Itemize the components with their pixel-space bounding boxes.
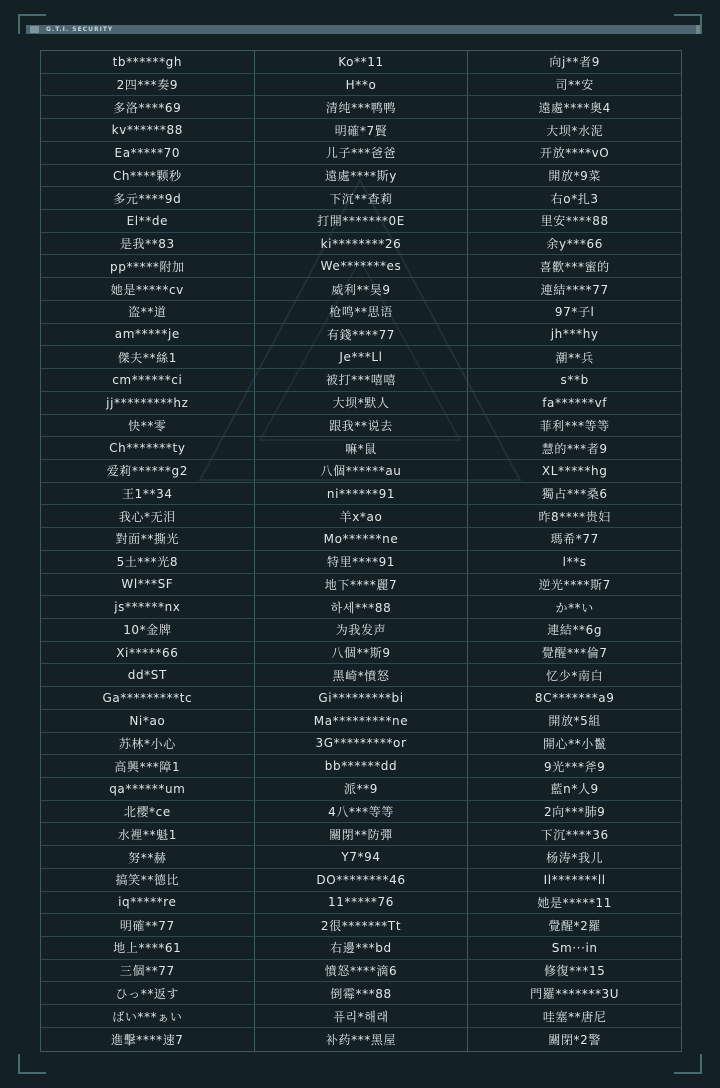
table-row [41,460,681,483]
table-row [41,187,681,210]
table-row [41,301,681,324]
table-cell: 儿子***爸爸 [255,142,469,164]
corner-mark [674,1072,702,1074]
table-row [41,74,681,97]
corner-mark [674,14,702,16]
table-cell: Il*******ll [543,872,606,887]
table-cell: 右邊***bd [255,937,469,959]
table-cell: 跟我**说去 [255,415,469,437]
table-cell: l**s [562,554,587,569]
table-cell: 司**安 [555,78,594,93]
table-row [41,823,681,846]
table-cell: 清纯***鸭鸭 [255,96,469,118]
table-cell: 开放****vO [540,146,610,161]
table-cell: 傑夫**絲1 [41,346,255,368]
table-cell: 被打***嘻嘻 [255,369,469,391]
table-cell: 明確*7賢 [255,119,469,141]
table-row [41,369,681,392]
table-cell: js******nx [41,596,255,618]
table-cell: El**de [41,210,255,232]
table-row [41,869,681,892]
table-cell: Ni*ao [41,710,255,732]
corner-mark [18,14,20,34]
table-cell: Ma*********ne [255,710,469,732]
table-row [41,528,681,551]
table-row [41,415,681,438]
table-cell: 逆光****斯7 [538,577,611,592]
table-cell: 修復***15 [543,964,606,979]
table-cell: 爱莉******g2 [41,460,255,482]
table-cell: Xi*****66 [41,642,255,664]
table-cell: 開心**小鬣 [542,736,607,751]
table-cell: 下沉**查莉 [255,187,469,209]
table-row [41,437,681,460]
table-cell: 嘛*鼠 [255,437,469,459]
table-cell: qa******um [41,778,255,800]
header-end-cap [696,25,700,34]
table-cell: 2四***奏9 [41,74,255,96]
table-cell: 我心*无泪 [41,505,255,527]
table-cell: 瑪希*77 [550,532,599,547]
table-cell: 藍n*人9 [550,782,599,797]
table-cell: 喜歡***蜜的 [539,259,610,274]
table-cell: 八個**斯9 [255,642,469,664]
table-cell: s**b [560,372,589,387]
table-cell: 高興***障1 [41,755,255,777]
table-cell: 盗**道 [41,301,255,323]
table-row [41,778,681,801]
table-row [41,687,681,710]
table-cell: Ga*********tc [41,687,255,709]
table-cell: 忆少*南白 [546,668,604,683]
table-cell: 打開*******0E [255,210,469,232]
table-row [41,51,681,74]
table-row [41,982,681,1005]
table-cell: jh***hy [550,327,599,342]
table-cell: 關閉**防彈 [255,823,469,845]
table-row [41,505,681,528]
table-cell: Ch*******ty [41,437,255,459]
table-row [41,642,681,665]
table-cell: Wl***SF [41,574,255,596]
table-cell: 開放*9菜 [548,168,601,183]
table-cell: Gi*********bi [255,687,469,709]
table-row [41,119,681,142]
header-bar [26,25,698,34]
table-cell: 苏林*小心 [41,733,255,755]
table-cell: 昨8****贵妇 [538,509,611,524]
table-cell: 97*子l [554,305,595,320]
table-row [41,733,681,756]
table-cell: 八個******au [255,460,469,482]
table-cell: 多元****9d [41,187,255,209]
table-row [41,278,681,301]
table-cell: 多洛****69 [41,96,255,118]
table-row [41,483,681,506]
table-cell: 羊x*ao [255,505,469,527]
table-cell: 她是*****cv [41,278,255,300]
table-cell: 右o*扎3 [550,191,599,206]
table-row [41,142,681,165]
table-cell: Y7*94 [255,846,469,868]
table-cell: ばい***ぁい [41,1005,255,1027]
table-cell: DO********46 [255,869,469,891]
table-cell: 慧的***者9 [541,441,608,456]
corner-mark [18,14,46,16]
table-cell: 余y***66 [546,237,603,252]
table-cell: 連結**6g [547,623,603,638]
table-cell: 倒霉***88 [255,982,469,1004]
table-cell: 下沉****36 [540,827,609,842]
table-cell: 特里****91 [255,551,469,573]
table-cell: 向j**者9 [549,55,600,70]
table-cell: 为我发声 [255,619,469,641]
table-cell: cm******ci [41,369,255,391]
table-cell: 5土***光8 [41,551,255,573]
table-cell: We*******es [255,255,469,277]
corner-mark [18,1072,46,1074]
table-cell: 獨占***桑6 [541,487,608,502]
table-cell: 憤怒****滴6 [255,960,469,982]
table-cell: 搞笑**德比 [41,869,255,891]
table-cell: 是我**83 [41,233,255,255]
table-cell: 4八***等等 [255,801,469,823]
table-cell: 派**9 [255,778,469,800]
account-table [40,50,682,1052]
table-cell: 地下****麗7 [255,574,469,596]
table-cell: 努**赫 [41,846,255,868]
table-cell: Ko**11 [255,51,469,73]
table-cell: Je***Ll [255,346,469,368]
table-row [41,801,681,824]
table-cell: 有錢****77 [255,324,469,346]
table-cell: 覺醒***倫7 [541,646,608,661]
table-cell: ひっ**返す [41,982,255,1004]
table-cell: か**い [555,600,594,615]
table-cell: dd*ST [41,664,255,686]
table-cell: 開放*5組 [548,714,601,729]
table-row [41,1028,681,1051]
table-cell: kv******88 [41,119,255,141]
corner-mark [700,14,702,34]
table-cell: 水裡**魁1 [41,823,255,845]
table-row [41,937,681,960]
table-row [41,960,681,983]
table-row [41,619,681,642]
table-row [41,324,681,347]
table-cell: 威利**昊9 [255,278,469,300]
table-cell: 퓨리*해래 [255,1005,469,1027]
table-cell: 三個**77 [41,960,255,982]
table-cell: 北樱*ce [41,801,255,823]
table-cell: Sm···in [551,940,598,955]
table-cell: H**o [255,74,469,96]
table-row [41,255,681,278]
table-row [41,1005,681,1028]
table-cell: 里安****88 [540,214,609,229]
table-cell: Mo******ne [255,528,469,550]
table-row [41,96,681,119]
table-cell: 潮**兵 [555,350,594,365]
table-cell: 遠處****奥4 [538,100,611,115]
table-row [41,664,681,687]
table-cell: iq*****re [41,892,255,914]
table-row [41,551,681,574]
table-cell: 門羅*******3U [530,986,620,1001]
table-row [41,574,681,597]
table-cell: 對面**撕光 [41,528,255,550]
table-row [41,846,681,869]
table-row [41,755,681,778]
table-cell: bb******dd [255,755,469,777]
header-title: G.T.I. SECURITY [46,26,114,33]
table-cell: ni******91 [255,483,469,505]
table-cell: 大坝*默人 [255,392,469,414]
table-cell: pp*****附加 [41,255,255,277]
table-row [41,233,681,256]
corner-mark [18,1054,20,1074]
table-cell: 10*金牌 [41,619,255,641]
table-cell: 杨涛*我儿 [546,850,604,865]
table-cell: 地上****61 [41,937,255,959]
table-row [41,392,681,415]
table-cell: 王1**34 [41,483,255,505]
table-cell: 菲利***等等 [539,418,610,433]
table-row [41,596,681,619]
corner-mark [700,1054,702,1074]
table-cell: ki********26 [255,233,469,255]
table-cell: tb******gh [41,51,255,73]
table-row [41,710,681,733]
table-cell: 黑崎*憤怒 [255,664,469,686]
table-cell: 2向***肺9 [543,805,606,820]
table-cell: Ch****颗秒 [41,165,255,187]
table-cell: 覺醒*2羅 [548,918,601,933]
table-cell: 3G*********or [255,733,469,755]
table-cell: Ea*****70 [41,142,255,164]
table-cell: 8C*******a9 [534,690,615,705]
table-row [41,210,681,233]
header-square-icon [30,26,39,33]
table-cell: 關閉*2警 [548,1032,601,1047]
table-cell: 补药***黑屋 [255,1028,469,1051]
table-cell: 快**零 [41,415,255,437]
table-cell: 遠處****斯y [255,165,469,187]
table-cell: fa******vf [542,395,608,410]
table-cell: 9光***斧9 [543,759,606,774]
table-cell: 枪鸣**思语 [255,301,469,323]
table-cell: 2很*******Tt [255,914,469,936]
table-cell: 哇塞**唐尼 [542,1009,607,1024]
table-cell: XL*****hg [541,463,608,478]
table-cell: 進擊****速7 [41,1028,255,1051]
table-row [41,914,681,937]
table-cell: 她是*****11 [537,895,613,910]
table-cell: 明確**77 [41,914,255,936]
table-cell: 大坝*水泥 [546,123,604,138]
table-cell: am*****je [41,324,255,346]
table-cell: 連結****77 [540,282,609,297]
table-row [41,346,681,369]
table-row [41,165,681,188]
table-cell: jj*********hz [41,392,255,414]
table-cell: 11*****76 [255,892,469,914]
table-cell: 하세***88 [255,596,469,618]
table-row [41,892,681,915]
